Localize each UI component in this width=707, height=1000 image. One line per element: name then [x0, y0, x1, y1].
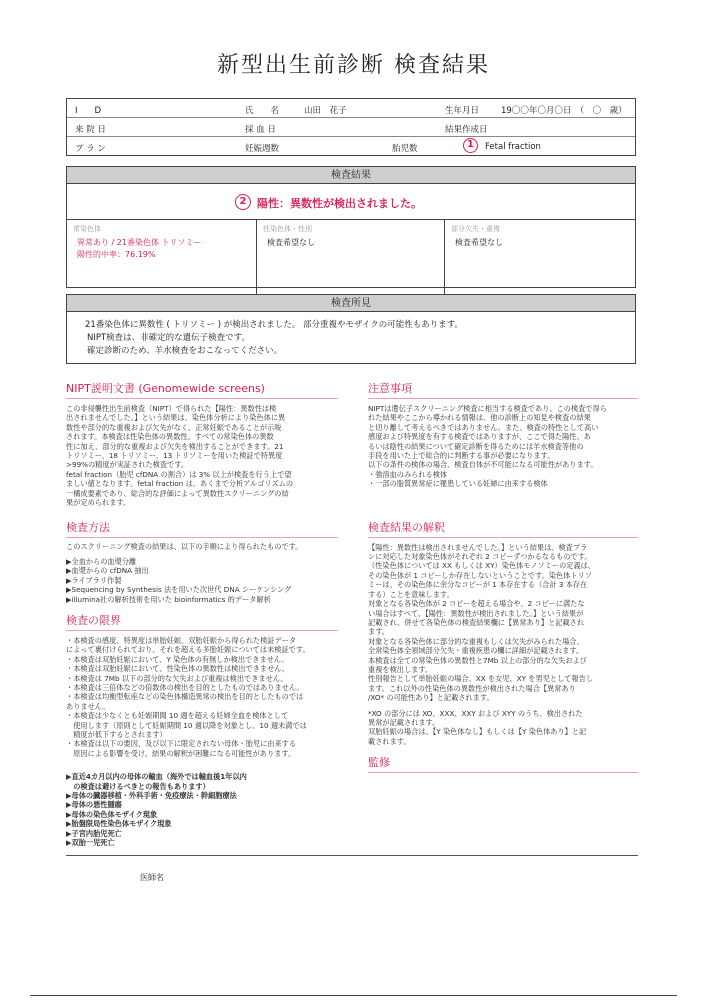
text-line: この非侵襲性出生前検査（NIPT）で得られた【陽性：異数性は検	[66, 404, 277, 413]
text-line: ・本検査は双胎妊娠において、性染色体の異数性は検出できません。	[66, 664, 290, 674]
list-item: ▶母体の悪性腫瘍	[66, 800, 122, 810]
findings-text	[85, 319, 463, 358]
visit-date-label: 来 院 日	[75, 125, 106, 135]
page-title: 新型出生前診断 検査結果	[217, 53, 490, 78]
dob-label: 生年月日	[445, 106, 480, 116]
partial-deletion-column	[445, 220, 635, 297]
text-line: 手段を用いた上で総合的に判断する事が必要になります。	[368, 451, 555, 461]
list-item: ▶胎盤限局性染色体モザイク現象	[66, 819, 172, 829]
section-divider	[66, 537, 338, 538]
caution-text	[368, 404, 638, 489]
text-line: 本検査は全ての常染色体の異数性と7Mb 以上の部分的な欠失および	[368, 655, 587, 665]
nipt-text	[66, 404, 338, 507]
info-row-1	[67, 99, 635, 118]
caution-section-title: 注意事項	[368, 382, 412, 395]
autosome-column	[67, 220, 257, 297]
marker-2: 2	[235, 194, 251, 210]
right-column	[368, 380, 638, 773]
text-line: 感度および特異度を有する検査ではありますが、ここで得た陽性、あ	[368, 432, 591, 442]
text-line: ・本検査は 7Mb 以下の部分的な欠失および重複は検出できません。	[66, 673, 288, 683]
list-item: ▶双胎一児死亡	[66, 838, 115, 848]
section-divider	[368, 537, 638, 538]
positive-predictive-value: 陽性的中率：76.19%	[77, 250, 156, 259]
text-line: *XO の部分には XO、XXX、XXY および XYY のうち、検出された	[368, 708, 583, 718]
list-item: ▶子宮内胎児死亡	[66, 828, 122, 838]
text-line: ・一部の脂質異常症に罹患している妊婦に由来する検体	[368, 479, 548, 489]
list-item: ▶血漿からの cfDNA 抽出	[66, 566, 149, 576]
list-item: ▶Sequencing by Synthesis 法を用いた次世代 DNA シーケンシング	[66, 585, 292, 595]
text-line: 数性や部分的な重複および欠失がなく、正常妊娠であることが示唆	[66, 422, 282, 432]
text-line: 異常が記載されます。	[368, 717, 440, 727]
findings-line: 21番染色体に異数性 ( トリソミー ) が検出されました。 部分重複やモザイクの可能性もあります。	[85, 320, 464, 330]
nipt-section-title: NIPT説明文書 (Genomewide screens)	[66, 382, 265, 395]
partial-deletion-label: 部分欠失・重複	[451, 225, 500, 233]
text-line: されます。本検査は性染色体の異数性、すべての常染色体の異数	[66, 432, 274, 442]
section-divider	[66, 398, 338, 399]
text-line: によって裏付けられており、それを超える多胎妊娠については未検証です。	[66, 645, 310, 655]
text-line: >99%の精度が実証された検査です。	[66, 460, 189, 470]
method-section-title: 検査方法	[66, 521, 110, 535]
text-line: ・強溶血のみられる検体	[368, 469, 448, 479]
bottom-border	[30, 995, 677, 996]
text-line: 以下の条件の検体の場合、検査自体が不可能になる可能性があります。	[368, 460, 598, 470]
name-label: 氏 名	[245, 106, 280, 116]
list-item: ▶ライブラリ作製	[66, 575, 122, 585]
text-line: 原因による影響を受け、結果の解釈が困難になる可能性があります。	[66, 748, 296, 758]
autosome-result: 異常あり / 21番染色体 トリソミー	[77, 238, 202, 247]
fetus-count-label: 胎児数	[392, 144, 418, 154]
physician-name-label: 医師名	[140, 873, 164, 882]
text-line: 果が定められます。	[66, 498, 131, 508]
findings-box	[66, 294, 636, 364]
text-line: ンに対応した対象染色体がそれぞれ 2 コピーずつかるなるものです。	[368, 552, 592, 562]
text-line: 一構成要素であり、総合的な評価によって異数性スクリーニングの結	[66, 488, 289, 498]
blood-draw-label: 採 血 日	[245, 125, 276, 135]
text-line: ありません。	[66, 701, 110, 711]
text-line: する）ことを意味します。	[368, 589, 454, 599]
text-line: （性染色体については XX もしくは XY）染色体モノソミーの定義は、	[368, 561, 596, 571]
result-main-text: 陽性：異数性が検出されました。	[257, 197, 422, 210]
text-line: NIPTは遺伝子スクリーニング検査に相当する検査であり、この検査で得ら	[368, 404, 607, 413]
result-heading: 検査結果	[67, 167, 635, 184]
text-line: るいは陰性の結果について確定診断を得るためには羊水検査等他の	[368, 441, 584, 451]
text-line: ます。これ以外の性染色体の異数性が検出された場合【異常あり	[368, 683, 576, 693]
text-line: ・本検査は双胎妊娠において、Y 染色体の有無しか検出できません。	[66, 654, 289, 664]
section-divider	[66, 630, 338, 631]
factors-list	[66, 772, 338, 847]
text-line: 全常染色体全領域部分欠失・重複疾患の欄に詳細が記載されます。	[368, 646, 584, 656]
supervision-section-title: 監修	[368, 756, 390, 770]
text-line: 対象となる各染色体に部分的な重複もしくは欠失がみられた場合、	[368, 636, 584, 646]
sex-chromosome-value: 検査希望なし	[267, 238, 315, 247]
text-line: /XO* の可能性あり】と記載されます。	[368, 693, 494, 703]
limits-section-title: 検査の限界	[66, 613, 121, 627]
dob-value: 19〇〇年〇月〇日 （ 〇 歳）	[501, 106, 627, 116]
list-item: ▶母体の染色体モザイク現象	[66, 809, 158, 819]
text-line: ます。	[368, 627, 389, 637]
text-line: このスクリーニング検査の結果は、以下の手順により得られたものです。	[66, 542, 303, 552]
findings-heading: 検査所見	[67, 295, 635, 312]
text-line: 対象となる各染色体が 2 コピーを超える場合や、2 コピーに満たな	[368, 599, 585, 609]
patient-info-box	[66, 98, 636, 156]
marker-1: 1	[463, 138, 478, 153]
name-value: 山田 花子	[304, 106, 347, 116]
findings-line: 確定診断のため、羊水検査をおこなってください。	[87, 346, 283, 356]
text-line: 【陽性：異数性は検出されませんでした。】という結果は、検査プラ	[368, 542, 588, 552]
text-line: ・本検査は三倍体などの倍数体の検出を目的としたものではありません。	[66, 682, 304, 692]
text-line: 双胎妊娠の場合は、【Y 染色体なし】もしくは【Y 染色体あり】と記	[368, 727, 587, 737]
interpretation-text	[368, 543, 638, 747]
text-line: ・本検査の感度、特異度は単胎妊娠、双胎妊娠から得られた検証データ	[66, 635, 297, 645]
method-text	[66, 542, 338, 603]
text-line: 精度が低下するとされます）	[66, 729, 167, 739]
list-item: ▶illumina社の解析技術を用いた bioinformatics 的データ解析	[66, 594, 271, 604]
result-main-row	[67, 184, 635, 220]
list-item: ▶直近4カ月以内の母体の輸血（海外では輸血後1年以内	[66, 772, 247, 782]
text-line: れた結果やここから導かれる情報は、他の診断上の知見や検査の結果	[368, 413, 591, 423]
text-line: その染色体が 1 コピーしか存在しないということです。染色体トリソ	[368, 570, 592, 580]
info-row-3	[67, 137, 635, 156]
text-line: い場合はすべて、【陽性：異数性が検出されました。】という結果が	[368, 608, 584, 618]
text-line: トリソミー、18 トリソミー、13 トリソミーを用いた検証で特異度	[66, 451, 283, 461]
text-line: 重複を検出します。	[368, 664, 433, 674]
result-columns	[67, 220, 635, 297]
test-result-box	[66, 166, 636, 288]
fetal-fraction-label: Fetal fraction	[485, 142, 541, 152]
section-divider	[368, 398, 638, 399]
section-divider	[368, 772, 638, 773]
text-line: 載されます。	[368, 736, 411, 746]
text-line: 出されませんでした。】という結果は、染色体分析により染色体に異	[66, 413, 286, 423]
text-line: fetal fraction（胎児 cfDNA の割合）は 3% 以上が検査を行う上で望	[66, 469, 292, 479]
sex-chromosome-label: 性染色体・性別	[263, 225, 312, 233]
plan-label: プ ラ ン	[75, 144, 106, 154]
report-date-label: 結果作成日	[445, 125, 488, 135]
signature-divider	[66, 855, 638, 856]
partial-deletion-value: 検査希望なし	[455, 238, 503, 247]
text-line: 使用します（原則として妊娠期間 10 週以降を対象とし、10 週未満では	[66, 720, 307, 730]
text-line: ・本検査は均衡型転座などの染色体構造異常の検出を目的としたものでは	[66, 692, 304, 702]
text-line: ・本検査は少なくとも妊娠期間 10 週を超える妊婦全血を検体として	[66, 711, 289, 721]
text-line: ・本検査は以下の要因、及び以下に限定されない母体・胎児に由来する	[66, 739, 297, 749]
left-column	[66, 380, 338, 847]
interpretation-section-title: 検査結果の解釈	[368, 520, 445, 534]
text-line: ミーは、その染色体に余分なコピーが 1 本存在する（合計 3 本存在	[368, 580, 588, 590]
text-line: 性別報告として単胎妊娠の場合、XX を女児、XY を男児として報告し	[368, 674, 593, 684]
sex-chromosome-column	[257, 220, 445, 297]
gestational-weeks-label: 妊娠週数	[245, 144, 280, 154]
text-line: 記載され、併せて各染色体の検査結果欄に【異常あり】と記載され	[368, 617, 585, 627]
text-line: 性に加え、部分的な重複および欠失を検出することができます。21	[66, 441, 284, 451]
list-item: の検査は避けるべきとの報告もあります）	[66, 781, 210, 791]
text-line: ましい値となります。fetal fraction は、あくまで分析アルゴリズムの	[66, 479, 294, 489]
limits-text	[66, 636, 338, 758]
text-line: と切り離して考えるべきではありません。また、検査の特性として高い	[368, 422, 599, 432]
findings-line: NIPT検査は、非確定的な遺伝子検査です。	[87, 333, 251, 343]
list-item: ▶全血からの血漿分離	[66, 556, 137, 566]
autosome-label: 常染色体	[73, 225, 101, 233]
id-label: I D	[75, 106, 102, 116]
info-row-2	[67, 118, 635, 137]
list-item: ▶母体の臓器移植・外科手術・免疫療法・幹細胞療法	[66, 791, 237, 800]
